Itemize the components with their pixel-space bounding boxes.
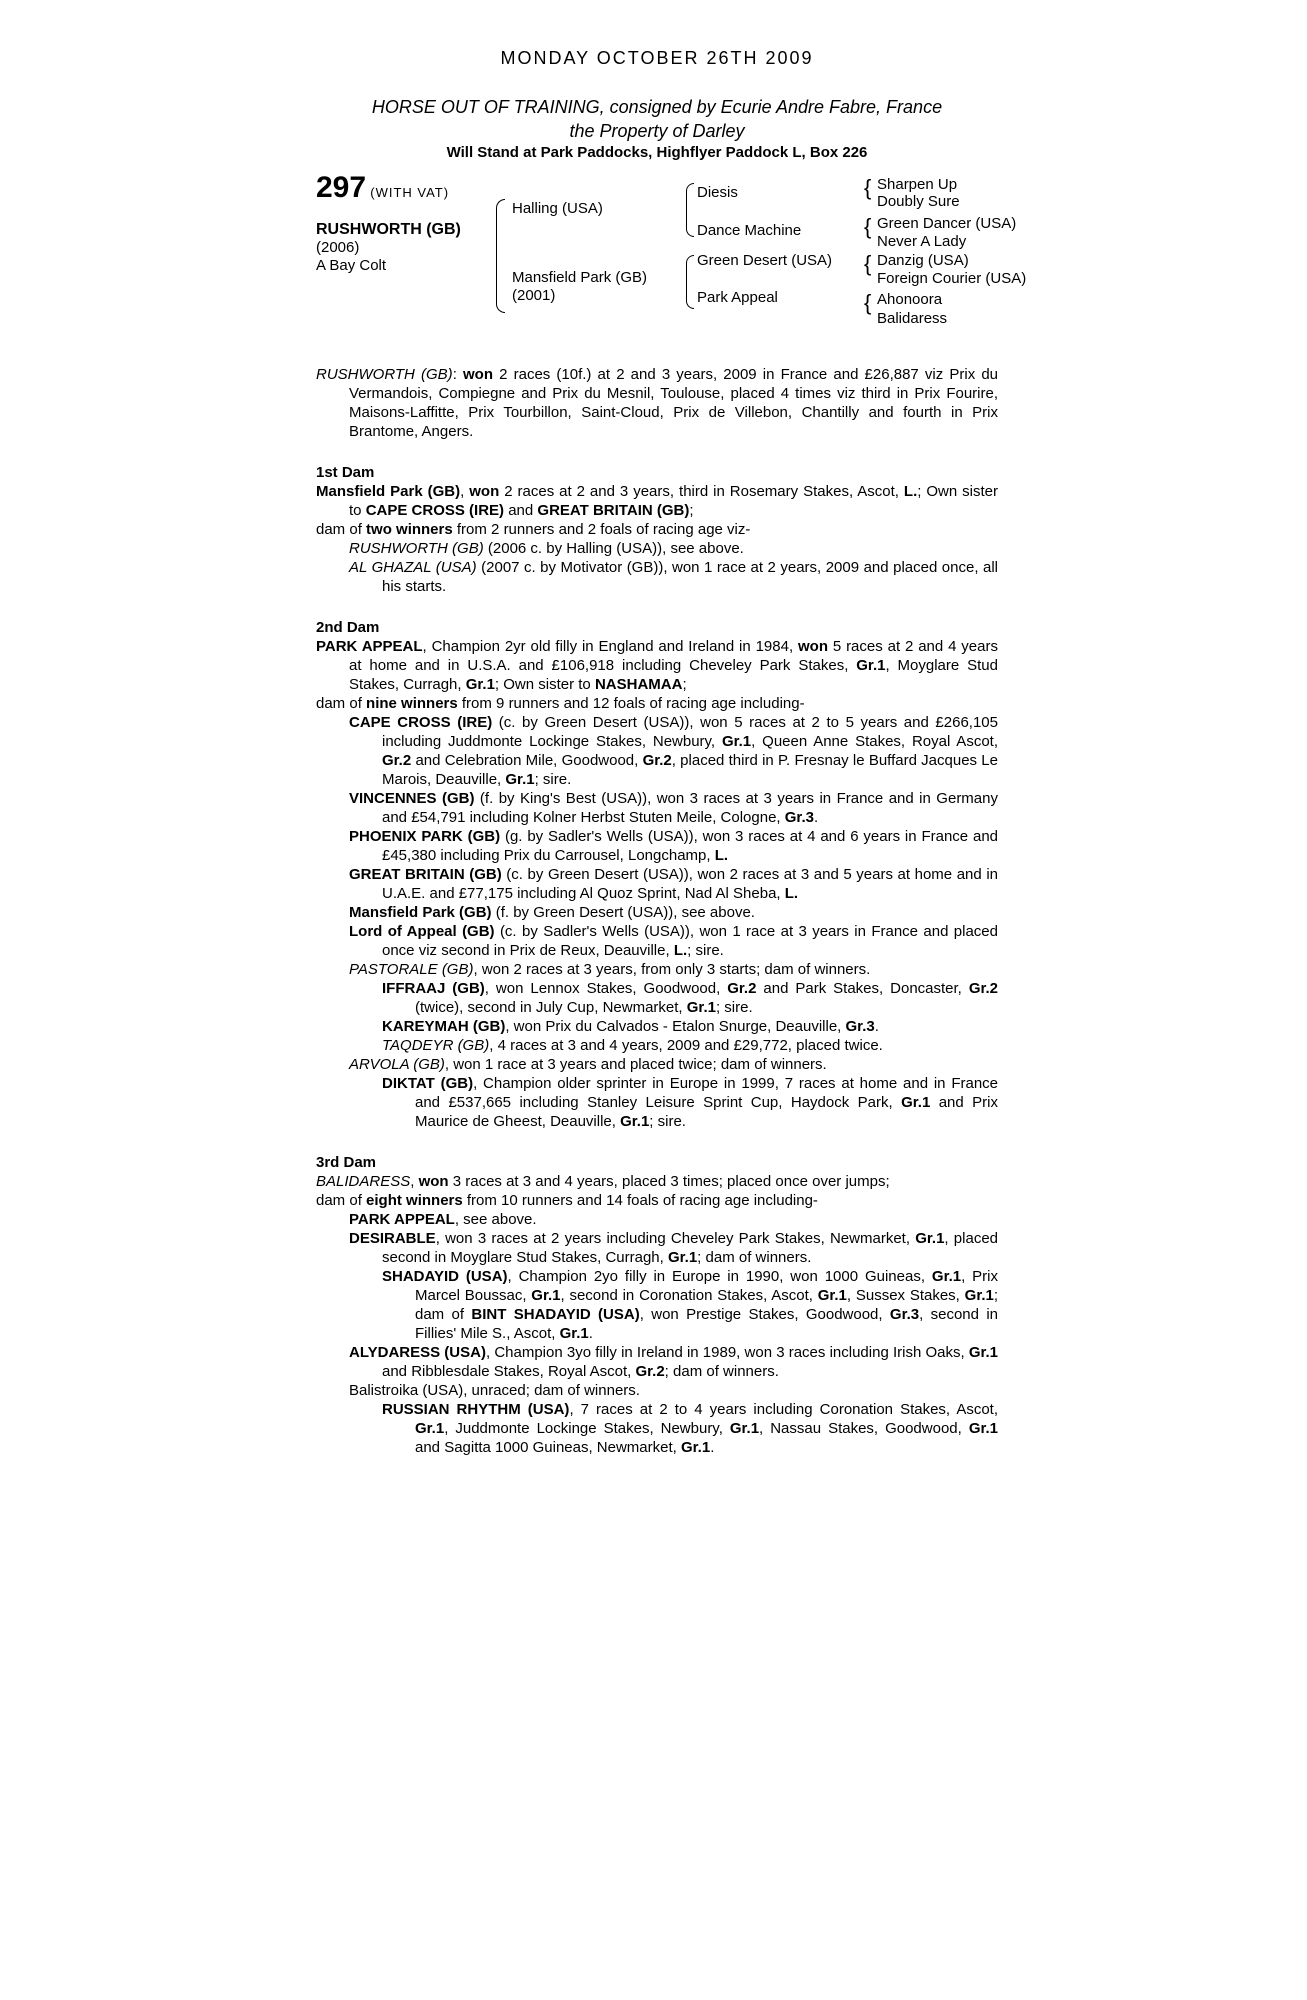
text: (c. by Green Desert (USA)), won 2 races at 3 and 5 years at home and in U.A.E. and £77,175 including Al Quoz Sprint, Nad Al Sheba, <box>382 866 998 902</box>
horse-name: RUSHWORTH (GB) <box>316 221 461 238</box>
won-label: won <box>463 366 493 383</box>
brace-glyph-2: { <box>864 214 872 239</box>
winners-count: two winners <box>366 521 453 538</box>
sibling-name: NASHAMAA <box>594 676 683 693</box>
horse-record-text: 2 races (10f.) at 2 and 3 years, 2009 in France and £26,887 viz Prix du Vermandois, Compiegne and Prix du Mesnil, Toulouse, placed 4 times viz third in Prix Fourire, Maisons-Laffitte, Prix Tourbillon, Saint-Cloud, Prix de Villebon, Chantilly and fourth in Prix Brantome, Angers. <box>349 366 999 440</box>
third-dam-title: 3rd Dam <box>316 1154 377 1171</box>
listed-label: L. <box>784 885 799 902</box>
grade-label: Gr.2 <box>642 752 672 769</box>
text: , second in Coronation Stakes, Ascot, <box>560 1287 818 1304</box>
text: dam of <box>316 1192 367 1209</box>
listed-label: L. <box>903 483 918 500</box>
grade-label: Gr.1 <box>505 771 535 788</box>
third-dam-section <box>316 1172 998 1457</box>
text: , <box>410 1173 419 1190</box>
grade-label: Gr.1 <box>968 1344 999 1361</box>
winners-count: nine winners <box>366 695 458 712</box>
text: , Juddmonte Lockinge Stakes, Newbury, <box>444 1420 730 1437</box>
dam-name: Mansfield Park (GB) <box>512 269 648 286</box>
property-heading: the Property of Darley <box>569 121 745 141</box>
text: (f. by Green Desert (USA)), see above. <box>491 904 755 921</box>
won-label: won <box>418 1173 449 1190</box>
text: , won 3 races at 2 years including Cheveley Park Stakes, Newmarket, <box>435 1230 916 1247</box>
text: , 7 races at 2 to 4 years including Coronation Stakes, Ascot, <box>569 1401 999 1418</box>
grade-label: Gr.1 <box>856 657 886 674</box>
dam-dam-sire: Ahonoora <box>877 291 943 308</box>
grade-label: Gr.1 <box>415 1420 445 1437</box>
grandfoal-name: DIKTAT (GB) <box>382 1075 474 1092</box>
grade-label: Gr.2 <box>727 980 757 997</box>
second-dam-section <box>316 637 998 1131</box>
sire-sire-dam: Doubly Sure <box>877 193 960 210</box>
text: ; sire. <box>715 999 753 1016</box>
grade-label: Gr.1 <box>901 1094 931 1111</box>
sire-sire: Diesis <box>697 184 738 201</box>
grade-label: Gr.3 <box>784 809 814 826</box>
text: , Sussex Stakes, <box>846 1287 965 1304</box>
grade-label: Gr.1 <box>559 1325 589 1342</box>
foal-name: VINCENNES (GB) <box>349 790 475 807</box>
text: 2 races at 2 and 3 years, third in Rosemary Stakes, Ascot, <box>499 483 904 500</box>
text: 5 races at 2 and 4 years at home and in U.S.A. and £106,918 including Cheveley Park Stakes, <box>349 638 998 674</box>
consignor-heading: HORSE OUT OF TRAINING, consigned by Ecurie Andre Fabre, France <box>371 97 943 117</box>
foal-name: GREAT BRITAIN (GB) <box>349 866 502 883</box>
grandfoal-name: IFFRAAJ (GB) <box>382 980 485 997</box>
text: . <box>710 1439 715 1456</box>
sibling-name: CAPE CROSS (IRE) <box>365 502 505 519</box>
grade-label: Gr.1 <box>681 1439 711 1456</box>
text: (twice), second in July Cup, Newmarket, <box>415 999 687 1016</box>
text: ; Own sister to <box>494 676 595 693</box>
foal-name: RUSHWORTH (GB) <box>349 540 484 557</box>
grade-label: Gr.1 <box>686 999 716 1016</box>
sale-date: MONDAY OCTOBER 26TH 2009 <box>500 48 814 68</box>
grade-label: Gr.1 <box>915 1230 945 1247</box>
catalogue-page <box>316 48 1027 1457</box>
sibling-name: GREAT BRITAIN (GB) <box>537 502 690 519</box>
text: (c. by Sadler's Wells (USA)), won 1 race at 3 years in France and placed once viz second in Prix de Reux, Deauville, <box>382 923 998 959</box>
winners-count: eight winners <box>366 1192 463 1209</box>
text: (2006 c. by Halling (USA)), see above. <box>483 540 744 557</box>
sire-dam: Dance Machine <box>697 222 802 239</box>
text: , second in Fillies' Mile S., Ascot, <box>415 1306 999 1342</box>
pedigree-table <box>316 171 1027 347</box>
text: and Celebration Mile, Goodwood, <box>411 752 643 769</box>
brace-glyph-3: { <box>864 251 872 276</box>
grade-label: Gr.3 <box>845 1018 875 1035</box>
grade-label: Gr.1 <box>817 1287 847 1304</box>
won-label: won <box>469 483 500 500</box>
text: 3 races at 3 and 4 years, placed 3 times; placed once over jumps; <box>448 1173 890 1190</box>
sire-name: Halling (USA) <box>512 200 603 217</box>
horse-year: (2006) <box>316 239 360 256</box>
grade-label: Gr.1 <box>667 1249 698 1266</box>
text: (g. by Sadler's Wells (USA)), won 3 races at 4 and 6 years in France and £45,380 including Prix du Carrousel, Longchamp, <box>382 828 999 864</box>
second-dam-name: PARK APPEAL <box>316 638 423 655</box>
foal-text: Balistroika (USA), unraced; dam of winners. <box>349 1382 640 1399</box>
sire-sire-sire: Sharpen Up <box>877 176 958 193</box>
grade-label: Gr.2 <box>635 1363 665 1380</box>
grade-label: Gr.1 <box>721 733 752 750</box>
text: , Champion 3yo filly in Ireland in 1989, won 3 races including Irish Oaks, <box>485 1344 969 1361</box>
text: (f. by King's Best (USA)), won 3 races at 3 years in France and in Germany and £54,791 including Kolner Herbst Stuten Meile, Cologne, <box>382 790 998 826</box>
grade-label: Gr.1 <box>465 676 495 693</box>
horse-record: RUSHWORTH (GB): won 2 races (10f.) at 2 and 3 years, 2009 in France and £26,887 viz Prix du Vermandois, Compiegne and Prix du Mesnil, Toulouse, placed 4 times viz third in Prix Fourire, Maisons-Laffitte, Prix Tourbillon, Saint-Cloud, Prix de Villebon, Chantilly and fourth in Prix Brantome, Angers. <box>316 366 999 440</box>
grandfoal-name: RUSSIAN RHYTHM (USA) <box>382 1401 570 1418</box>
text: ; Own sister to <box>349 483 999 519</box>
foal-name: PHOENIX PARK (GB) <box>349 828 501 845</box>
text: ; dam of winners. <box>697 1249 812 1266</box>
text: , Champion older sprinter in Europe in 1999, 7 races at home and in France and £537,665 including Stanley Leisure Sprint Cup, Haydock Park, <box>415 1075 999 1111</box>
text: , Nassau Stakes, Goodwood, <box>759 1420 969 1437</box>
grade-label: Gr.3 <box>889 1306 920 1323</box>
dam-dam: Park Appeal <box>697 289 778 306</box>
text: , 4 races at 3 and 4 years, 2009 and £29,772, placed twice. <box>489 1037 883 1054</box>
text: ; dam of <box>415 1287 999 1323</box>
sire-dam-brace <box>496 199 505 313</box>
grade-label: Gr.1 <box>964 1287 994 1304</box>
grandfoal-name: SHADAYID (USA) <box>382 1268 508 1285</box>
text: , Queen Anne Stakes, Royal Ascot, <box>751 733 998 750</box>
text: from 2 runners and 2 foals of racing age viz- <box>452 521 751 538</box>
text: and Prix Maurice de Gheest, Deauville, <box>415 1094 998 1130</box>
second-dam-title: 2nd Dam <box>316 619 380 636</box>
grandfoal-name: TAQDEYR (GB) <box>382 1037 490 1054</box>
brace-glyph-1: { <box>864 175 872 200</box>
text: . <box>588 1325 593 1342</box>
dam-parents-brace <box>686 255 694 309</box>
foal-name: CAPE CROSS (IRE) <box>349 714 493 731</box>
grandfoal-name: KAREYMAH (GB) <box>382 1018 506 1035</box>
first-dam-section: Mansfield Park (GB), won 2 races at 2 and 3 years, third in Rosemary Stakes, Ascot, L.; Own sister to CAPE CROSS (IRE) and GREAT BRITAIN (GB); dam of two winners from 2 runners and 2 foals of racing age viz- RUSHWORTH (GB) (2006 c. by Halling (USA)), see above. AL GHAZAL (USA) (2007 c. by Motivator (GB)), won 1 race at 2 years, 2009 and placed once, all his starts. <box>316 483 999 595</box>
grade-label: Gr.2 <box>968 980 999 997</box>
foal-name: AL GHAZAL (USA) <box>349 559 477 576</box>
grade-label: Gr.1 <box>729 1420 760 1437</box>
text: (c. by Green Desert (USA)), won 5 races at 2 to 5 years and £266,105 including Juddmonte Lockinge Stakes, Newbury, <box>382 714 998 750</box>
text: and Park Stakes, Doncaster, <box>756 980 969 997</box>
text: ; <box>682 676 687 693</box>
sire-dam-dam: Never A Lady <box>877 233 967 250</box>
text: dam of <box>316 521 367 538</box>
listed-label: L. <box>673 942 688 959</box>
foal-name: PARK APPEAL <box>349 1211 455 1228</box>
foal-name: ALYDARESS (USA) <box>349 1344 486 1361</box>
first-dam-name: Mansfield Park (GB) <box>316 483 461 500</box>
text: and Sagitta 1000 Guineas, Newmarket, <box>415 1439 681 1456</box>
grandfoal-name: BINT SHADAYID (USA) <box>471 1306 640 1323</box>
grade-label: Gr.1 <box>531 1287 561 1304</box>
text: , won 1 race at 3 years and placed twice; dam of winners. <box>444 1056 827 1073</box>
text: dam of <box>316 695 367 712</box>
text: (2007 c. by Motivator (GB)), won 1 race at 2 years, 2009 and placed once, all his starts. <box>382 559 998 595</box>
text: ; <box>689 502 694 519</box>
text: , Prix Marcel Boussac, <box>415 1268 998 1304</box>
dam-sire-dam: Foreign Courier (USA) <box>877 270 1027 287</box>
text: , won Prix du Calvados - Etalon Snurge, Deauville, <box>505 1018 846 1035</box>
text: ; sire. <box>534 771 572 788</box>
horse-record-name: RUSHWORTH (GB) <box>316 366 453 383</box>
vat-note: (WITH VAT) <box>370 185 450 200</box>
dam-dam-dam: Balidaress <box>877 310 948 327</box>
text: ; dam of winners. <box>664 1363 779 1380</box>
foal-name: DESIRABLE <box>349 1230 436 1247</box>
lot-number: 297 <box>316 171 367 204</box>
text: , Champion 2yr old filly in England and Ireland in 1984, <box>422 638 798 655</box>
dam-year: (2001) <box>512 287 556 304</box>
text: from 10 runners and 14 foals of racing age including- <box>462 1192 818 1209</box>
sire-parents-brace <box>686 183 694 237</box>
grade-label: Gr.1 <box>931 1268 962 1285</box>
text: , see above. <box>454 1211 537 1228</box>
text: ; sire. <box>649 1113 686 1130</box>
foal-name: ARVOLA (GB) <box>349 1056 445 1073</box>
text: , won 2 races at 3 years, from only 3 starts; dam of winners. <box>473 961 871 978</box>
foal-name: PASTORALE (GB) <box>349 961 474 978</box>
text: . <box>813 809 819 826</box>
foal-name: Mansfield Park (GB) <box>349 904 492 921</box>
first-dam-title: 1st Dam <box>316 464 375 481</box>
text: from 9 runners and 12 foals of racing age including- <box>457 695 805 712</box>
text: and <box>504 502 538 519</box>
foal-name: Lord of Appeal (GB) <box>349 923 495 940</box>
dam-sire: Green Desert (USA) <box>697 252 833 269</box>
text: , placed third in P. Fresnay le Buffard Jacques Le Marois, Deauville, <box>382 752 998 788</box>
horse-description: A Bay Colt <box>316 257 387 274</box>
text: , Moyglare Stud Stakes, Curragh, <box>349 657 998 693</box>
stand-location: Will Stand at Park Paddocks, Highflyer Paddock L, Box 226 <box>446 144 868 161</box>
text: , Champion 2yo filly in Europe in 1990, won 1000 Guineas, <box>507 1268 932 1285</box>
text: . <box>874 1018 879 1035</box>
brace-glyph-4: { <box>864 290 872 315</box>
grade-label: Gr.1 <box>968 1420 998 1437</box>
third-dam-name: BALIDARESS <box>316 1173 411 1190</box>
grade-label: Gr.1 <box>620 1113 650 1130</box>
grade-label: Gr.2 <box>382 752 412 769</box>
text: and Ribblesdale Stakes, Royal Ascot, <box>382 1363 636 1380</box>
dam-sire-sire: Danzig (USA) <box>877 252 969 269</box>
text: , placed second in Moyglare Stud Stakes, Curragh, <box>382 1230 998 1266</box>
won-label: won <box>797 638 828 655</box>
text: , won Prestige Stakes, Goodwood, <box>639 1306 890 1323</box>
text: ; sire. <box>687 942 724 959</box>
sire-dam-sire: Green Dancer (USA) <box>877 215 1017 232</box>
text: , won Lennox Stakes, Goodwood, <box>484 980 728 997</box>
listed-label: L. <box>714 847 729 864</box>
